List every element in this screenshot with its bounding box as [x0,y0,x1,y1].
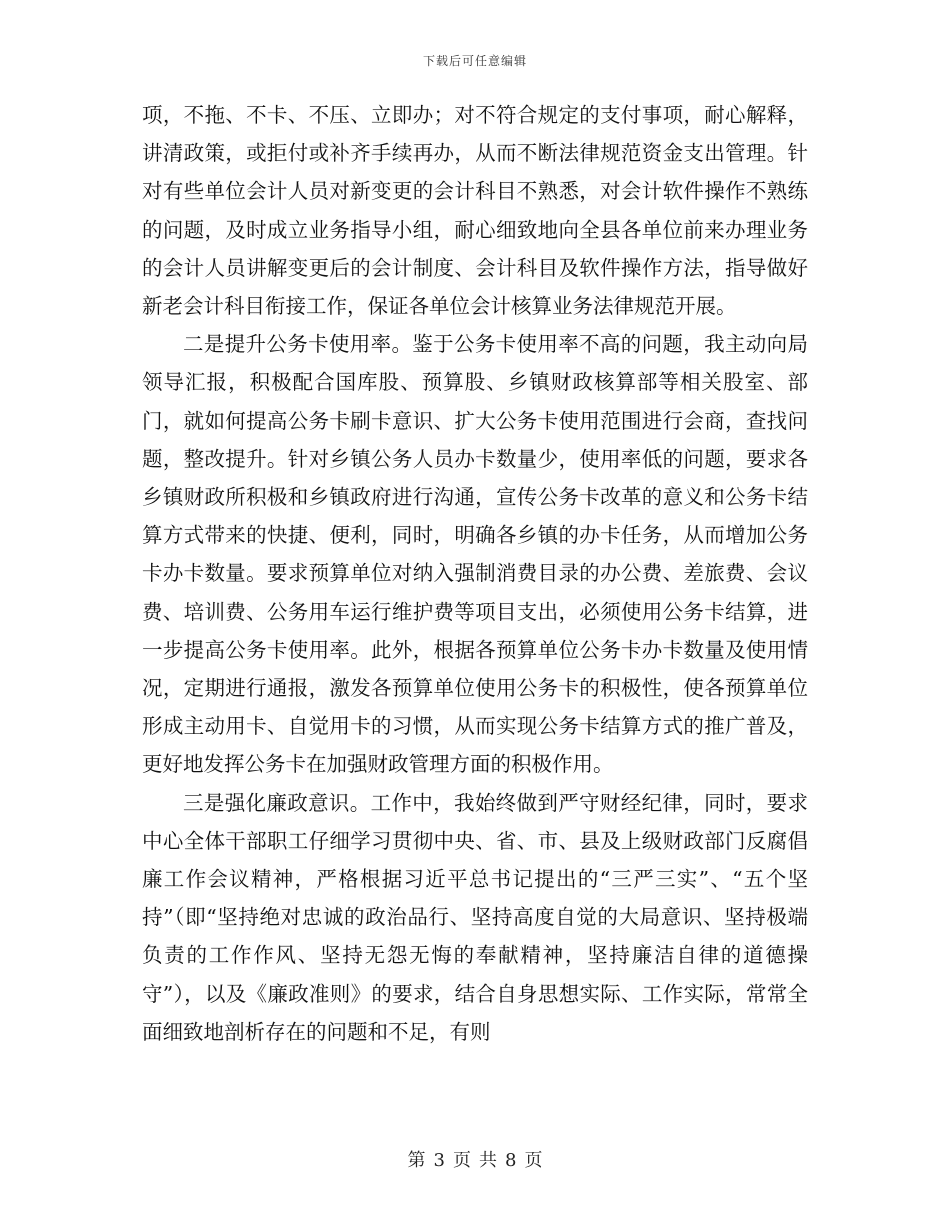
footer-page-unit: 页 [453,1150,471,1171]
total-page-number: 8 [505,1150,517,1171]
footer-total-unit: 页 [524,1150,543,1171]
page-footer [0,1146,950,1172]
paragraph-integrity: 三是强化廉政意识。工作中，我始终做到严守财经纪律，同时，要求中心全体干部职工仔细学习贯彻中央、省、市、县及上级财政部门反腐倡廉工作会议精神，严格根据习近平总书记提出的“三严三实”、“五个坚持”（即“坚持绝对忠诚的政治品行、坚持高度自觉的大局意识、坚持极端负责的工作作风、坚持无怨无悔的奉献精神，坚持廉洁自律的道德操守”），以及《廉政准则》的要求，结合自身思想实际、工作实际，常常全面细致地剖析存在的问题和不足，有则 [142,790,808,1044]
document-body [142,96,808,1051]
page-header: 下载后可任意编辑 [422,54,527,68]
current-page-number: 3 [433,1150,445,1171]
footer-prefix: 第 [407,1150,426,1171]
paragraph-continuation: 项，不拖、不卡、不压、立即办；对不符合规定的支付事项，耐心解释，讲清政策，或拒付或补齐手续再办，从而不断法律规范资金支出管理。针对有些单位会计人员对新变更的会计科目不熟悉，对会计软件操作不熟练的问题，及时成立业务指导小组，耐心细致地向全县各单位前来办理业务的会计人员讲解变更后的会计制度、会计科目及软件操作方法，指导做好新老会计科目衔接工作，保证各单位会计核算业务法律规范开展。 [142,103,808,319]
paragraph-official-card: 二是提升公务卡使用率。鉴于公务卡使用率不高的问题，我主动向局领导汇报，积极配合国库股、预算股、乡镇财政核算部等相关股室、部门，就如何提高公务卡刷卡意识、扩大公务卡使用范围进行会商，查找问题，整改提升。针对乡镇公务人员办卡数量少，使用率低的问题，要求各乡镇财政所积极和乡镇政府进行沟通，宣传公务卡改革的意义和公务卡结算方式带来的快捷、便利，同时，明确各乡镇的办卡任务，从而增加公务卡办卡数量。要求预算单位对纳入强制消费目录的办公费、差旅费、会议费、培训费、公务用车运行维护费等项目支出，必须使用公务卡结算，进一步提高公务卡使用率。此外，根据各预算单位公务卡办卡数量及使用情况，定期进行通报，激发各预算单位使用公务卡的积极性，使各预算单位形成主动用卡、自觉用卡的习惯，从而实现公务卡结算方式的推广普及，更好地发挥公务卡在加强财政管理方面的积极作用。 [142,332,808,777]
footer-total-prefix: 共 [479,1150,497,1171]
